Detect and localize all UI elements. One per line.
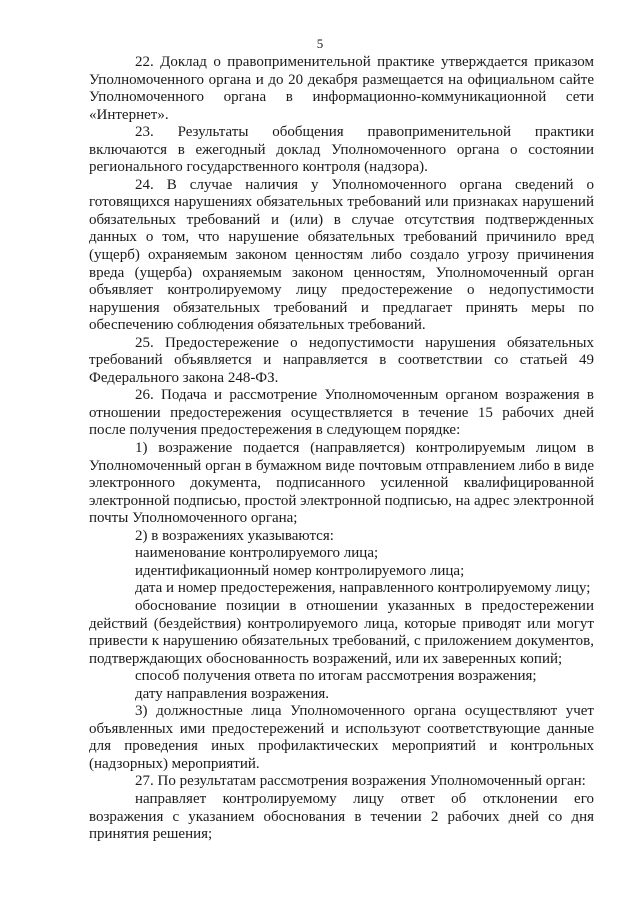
paragraph-26-item-3: 3) должностные лица Уполномоченного органа осуществляют учет объявленных ими предостережений и используют соответствующие данные для проведения иных профилактических мероприятий и контрольных (надзорных) мероприятий. <box>89 703 594 772</box>
paragraph-27-item-1: направляет контролируемому лицу ответ об отклонении его возражения с указанием обоснования в течении 2 рабочих дней со дня принятия решения; <box>89 790 594 843</box>
page-number: 5 <box>316 36 324 51</box>
paragraph-25: 25. Предостережение о недопустимости нарушения обязательных требований объявляется и направляется в соответствии со статьей 49 Федерального закона 248-ФЗ. <box>89 334 594 386</box>
paragraph-23: 23. Результаты обобщения правоприменительной практики включаются в ежегодный доклад Уполномоченного органа о состоянии регионального государственного контроля (надзора). <box>89 124 594 176</box>
paragraph-27: 27. По результатам рассмотрения возражения Уполномоченный орган: <box>135 773 586 790</box>
paragraph-26-item-1: 1) возражение подается (направляется) контролируемым лицом в Уполномоченный орган в бумажном виде почтовым отправлением либо в виде электронного документа, подписанного усиленной квалифицированной электронной подписью, простой электронной подписью, на адрес электронной почты Уполномоченного органа; <box>89 440 594 527</box>
paragraph-24: 24. В случае наличия у Уполномоченного органа сведений о готовящихся нарушениях обязательных требований или признаках нарушений обязательных требований и (или) в случае отсутствия подтвержденных данных о том, что нарушение обязательных требований причинило вред (ущерб) охраняемым законом ценностям либо создало угрозу причинения вреда (ущерба) охраняемым законом ценностям, Уполномоченный орган объявляет контролируемому лицу предостережение о недопустимости нарушения обязательных требований и предлагает принять меры по обеспечению соблюдения обязательных требований. <box>89 176 594 334</box>
objection-field-name: наименование контролируемого лица; <box>135 545 379 562</box>
objection-field-warning-date: дата и номер предостережения, направленного контролируемому лицу; <box>135 580 591 597</box>
objection-field-send-date: дату направления возражения. <box>135 685 330 702</box>
paragraph-22: 22. Доклад о правоприменительной практике утверждается приказом Уполномоченного органа и до 20 декабря размещается на официальном сайте Уполномоченного органа в информационно-коммуникационной сети «Интернет». <box>89 54 594 123</box>
objection-field-justification: обоснование позиции в отношении указанных в предостережении действий (бездействия) контролируемого лица, которые приводят или могут привести к нарушению обязательных требований, с приложением документов, подтверждающих обоснованность возражений, или их заверенных копий; <box>89 597 594 667</box>
paragraph-26-item-2: 2) в возражениях указываются: <box>135 527 334 544</box>
objection-field-id: идентификационный номер контролируемого лица; <box>135 562 465 579</box>
paragraph-26: 26. Подача и рассмотрение Уполномоченным органом возражения в отношении предостережения осуществляется в течение 15 рабочих дней после получения предостережения в следующем порядке: <box>89 387 594 439</box>
document-body <box>89 54 594 844</box>
objection-field-response-method: способ получения ответа по итогам рассмотрения возражения; <box>135 668 537 685</box>
